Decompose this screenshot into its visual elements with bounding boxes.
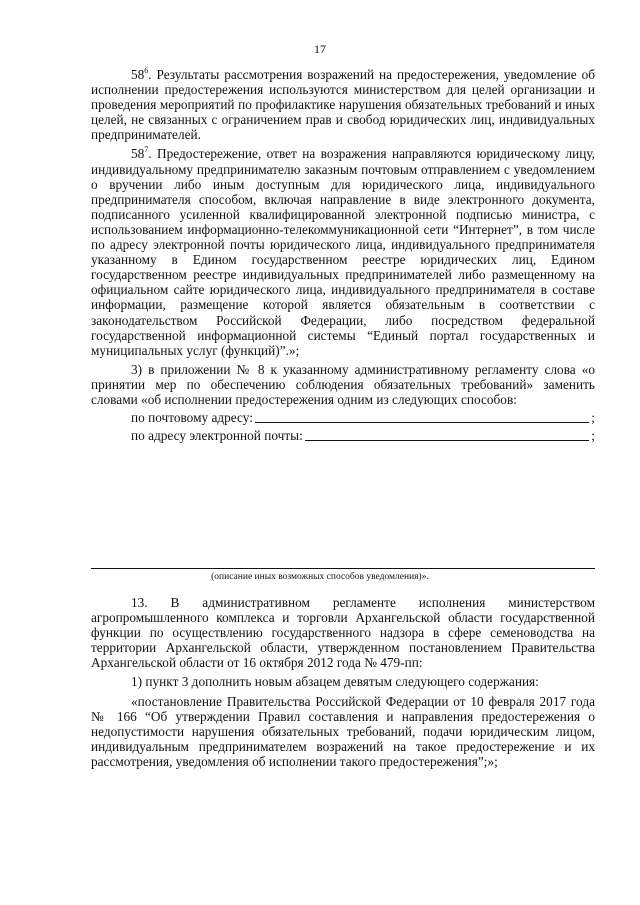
clause-text: . Результаты рассмотрения возражений на предостережения, уведомление об исполнении предостережения используются министерством для целей организации и проведения мероприятий по профилактике нарушения обязательных требований и иных целей, не связанных с ограничением прав и свобод юридических лиц, индивидуальных предпринимателей. [91,67,595,143]
page-number: 17 [314,42,326,56]
fill-end: ; [591,428,595,444]
email-address-fill-line [91,428,595,443]
clause-number: 58 [131,146,145,162]
quoted-paragraph: «постановление Правительства Российской Федерации от 10 февраля 2017 года № 166 “Об утверждении Правил составления и направления предостережения о недопустимости нарушения обязательных требований, подачи юридическим лицом, индивидуальным предпринимателем возражений на такое предостережение и их рассмотрения, уведомления об исполнении такого предостережения”;»; [91,693,595,769]
blank-line [255,411,589,423]
paragraph-58-6 [91,67,595,142]
postal-address-fill-line [91,410,595,425]
fill-label: по адресу электронной почты: [131,428,303,444]
amendment-text-block [91,67,595,443]
clause-superscript: 7 [144,145,149,155]
clause-number: 58 [131,67,145,82]
paragraph-13: 13. В административном регламенте исполнения министерством агропромышленного комплекса и торговли Архангельской области государственной функции по осуществлению государственного надзора в сфере семеноводства на территории Архангельской области, утвержденном постановлением Правительства Архангельской области от 16 октября 2012 года № 479-пп: [91,595,595,671]
section-13-block [91,595,595,769]
clause-text: . Предостережение, ответ на возражения направляются юридическому лицу, индивидуальному предпринимателю заказным почтовым отправлением с уведомлением о вручении либо иным доступным для юридического лица, индивидуального предпринимателя способом, включая направление в виде электронного документа, подписанного усиленной квалифицированной электронной подписью министра, с использованием информационно-телекоммуникационной сети “Интернет”, в том числе по адресу электронной почты юридического лица, индивидуального предпринимателя указанному в Едином государственном реестре юридических лиц, Едином государственном реестре индивидуальных предпринимателей либо размещенному на официальном сайте юридического лица, индивидуального предпринимателя в составе информации, размещение которой является обязательным в соответствии с законодательством Российской Федерации, либо посредством федеральной государственной информационной системы “Единый портал государственных и муниципальных услуг (функций)”.»; [91,146,595,358]
separator-line [91,568,595,569]
blank-line [305,429,590,441]
fill-end: ; [591,410,595,426]
fill-label: по почтовому адресу: [131,410,253,426]
item-3-paragraph: 3) в приложении № 8 к указанному административному регламенту слова «о принятии мер по обеспечению соблюдения обязательных требований» заменить словами «об исполнении предостережения одним из следующих способов: [91,361,595,407]
line-caption: (описание иных возможных способов уведомления)». [211,572,429,582]
item-1-paragraph: 1) пункт 3 дополнить новым абзацем девятым следующего содержания: [131,674,539,690]
paragraph-58-7 [91,146,595,357]
clause-superscript: 6 [144,66,149,75]
